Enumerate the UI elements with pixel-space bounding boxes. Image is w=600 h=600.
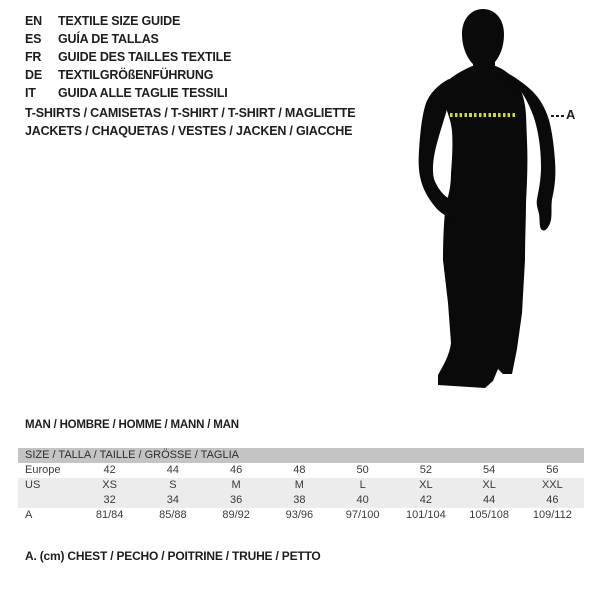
size-cell: 50	[356, 464, 369, 476]
size-cell: 52	[419, 464, 432, 476]
size-cell: 42	[103, 464, 116, 476]
measure-label-a: A	[566, 107, 576, 122]
row-label: US	[25, 479, 41, 491]
table-row-us-numeric	[18, 493, 584, 508]
size-cell: 85/88	[159, 509, 187, 521]
row-label: A	[25, 509, 33, 521]
category-line-tshirts: T-SHIRTS / CAMISETAS / T-SHIRT / T-SHIRT / MAGLIETTE	[25, 106, 356, 120]
measure-callout-dashes	[551, 115, 564, 117]
size-cell: 54	[483, 464, 496, 476]
size-cell: XXL	[541, 479, 563, 491]
language-row	[25, 84, 231, 102]
category-line-jackets: JACKETS / CHAQUETAS / VESTES / JACKEN / GIACCHE	[25, 124, 353, 138]
table-row-europe	[18, 463, 584, 478]
size-cell: 46	[546, 494, 559, 506]
measure-footnote: A. (cm) CHEST / PECHO / POITRINE / TRUHE / PETTO	[25, 549, 321, 563]
language-code: DE	[25, 68, 42, 82]
size-cell: 93/96	[285, 509, 314, 521]
size-cell: 38	[293, 494, 306, 506]
size-cell: M	[231, 479, 241, 491]
row-label	[18, 493, 78, 508]
category-list	[25, 104, 355, 140]
size-cell: 97/100	[345, 509, 380, 521]
size-cell: 32	[103, 494, 116, 506]
size-cell: 48	[293, 464, 306, 476]
section-heading: MAN / HOMBRE / HOMME / MANN / MAN	[25, 419, 239, 431]
table-row-us	[18, 478, 584, 493]
size-cell: 36	[230, 494, 243, 506]
language-label: TEXTILE SIZE GUIDE	[58, 14, 181, 28]
language-label: TEXTILGRÖßENFÜHRUNG	[58, 68, 214, 82]
language-row	[25, 30, 231, 48]
table-header: SIZE / TALLA / TAILLE / GRÖSSE / TAGLIA	[18, 448, 584, 463]
language-label: GUIDA ALLE TAGLIE TESSILI	[58, 86, 228, 100]
measurement-figure	[415, 3, 585, 393]
row-label: Europe	[25, 464, 61, 476]
language-code: IT	[25, 86, 36, 100]
table-row-chest	[18, 508, 584, 523]
size-cell: 105/108	[469, 509, 509, 521]
size-cell: 44	[483, 494, 496, 506]
chest-measure-line	[450, 113, 517, 117]
size-cell: 56	[546, 464, 559, 476]
language-row	[25, 48, 231, 66]
size-cell: S	[169, 479, 177, 491]
size-cell: 42	[419, 494, 432, 506]
language-code: EN	[25, 14, 42, 28]
size-cell: XL	[419, 479, 433, 491]
size-table	[18, 448, 584, 523]
size-cell: XL	[482, 479, 496, 491]
size-cell: M	[294, 479, 304, 491]
language-label: GUÍA DE TALLAS	[58, 32, 159, 46]
size-cell: 81/84	[95, 509, 124, 521]
language-row	[25, 12, 231, 30]
language-row	[25, 66, 231, 84]
size-cell: 109/112	[532, 509, 572, 521]
size-cell: XS	[102, 479, 117, 491]
language-code: ES	[25, 32, 42, 46]
size-cell: 40	[356, 494, 369, 506]
man-silhouette	[415, 3, 585, 393]
size-cell: L	[359, 479, 366, 491]
language-label: GUIDE DES TAILLES TEXTILE	[58, 50, 232, 64]
size-cell: 34	[166, 494, 179, 506]
language-list	[25, 12, 231, 102]
size-cell: 89/92	[222, 509, 250, 521]
size-cell: 101/104	[405, 509, 446, 521]
size-cell: 44	[166, 464, 179, 476]
language-code: FR	[25, 50, 42, 64]
size-cell: 46	[230, 464, 243, 476]
